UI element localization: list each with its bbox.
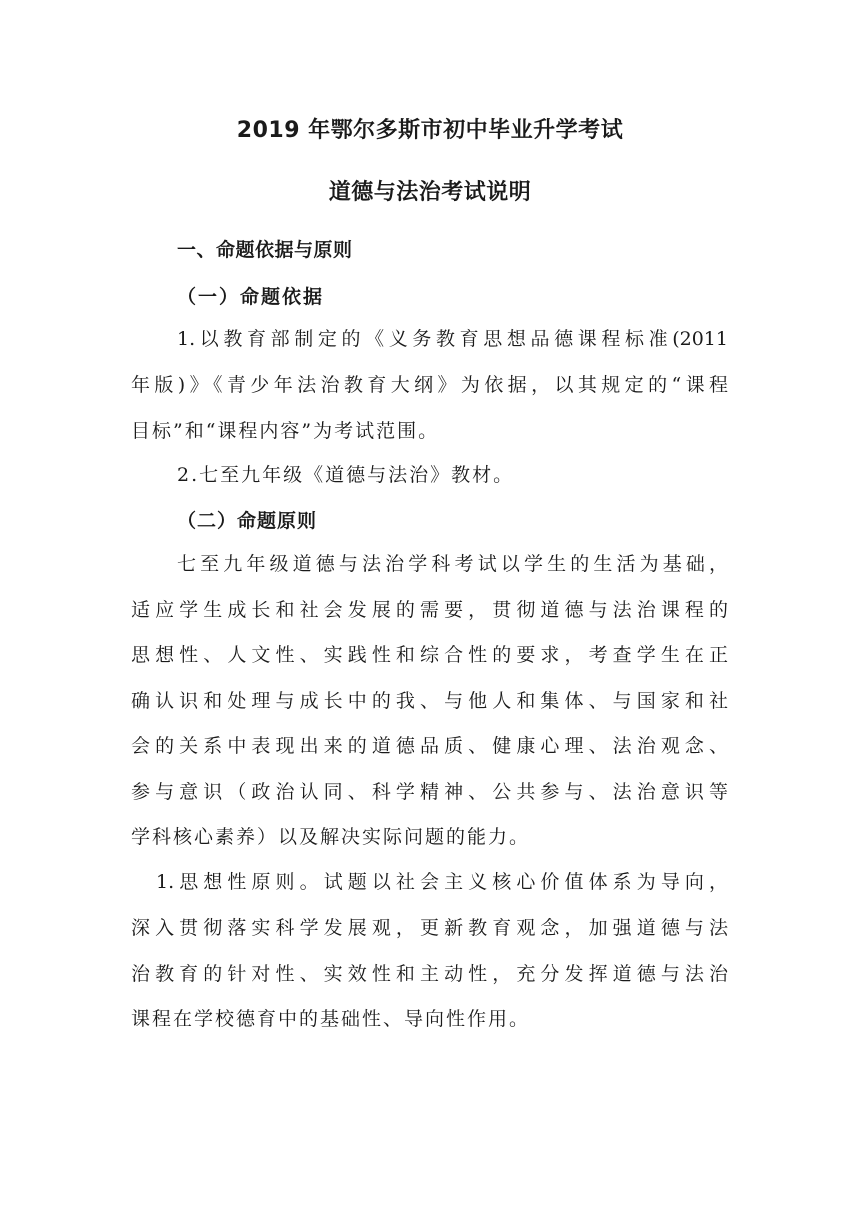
basis-item-1-line-2: 年版)》《青少年法治教育大纲》为依据，以其规定的“课程 bbox=[131, 374, 728, 396]
principle-1-line-3: 治教育的针对性、实效性和主动性，充分发挥道德与法治 bbox=[131, 963, 728, 985]
principle-1-line-2: 深入贯彻落实科学发展观，更新教育观念，加强道德与法 bbox=[131, 917, 728, 939]
basis-item-2: 2.七至九年级《道德与法治》教材。 bbox=[177, 464, 515, 486]
principle-1-line-1: 1.思想性原则。试题以社会主义核心价值体系为导向， bbox=[156, 871, 728, 893]
document-title-line-2: 道德与法治考试说明 bbox=[328, 180, 532, 205]
principles-paragraph-line-6: 参与意识（政治认同、科学精神、公共参与、法治意识等 bbox=[131, 781, 728, 803]
principles-paragraph-line-5: 会的关系中表现出来的道德品质、健康心理、法治观念、 bbox=[131, 735, 728, 757]
principles-paragraph-line-7: 学科核心素养）以及解决实际问题的能力。 bbox=[131, 826, 531, 848]
principles-paragraph-line-1: 七至九年级道德与法治学科考试以学生的生活为基础， bbox=[177, 553, 728, 575]
principles-paragraph-line-3: 思想性、人文性、实践性和综合性的要求，考查学生在正 bbox=[131, 644, 728, 666]
subsection-heading-basis: （一）命题依据 bbox=[177, 286, 325, 308]
basis-item-1-line-3: 目标”和“课程内容”为考试范围。 bbox=[131, 420, 440, 442]
principles-paragraph-line-4: 确认识和处理与成长中的我、与他人和集体、与国家和社 bbox=[131, 690, 728, 712]
basis-item-1-line-1: 1.以教育部制定的《义务教育思想品德课程标准(2011 bbox=[177, 328, 728, 350]
principle-1-line-4: 课程在学校德育中的基础性、导向性作用。 bbox=[131, 1008, 531, 1030]
principles-paragraph-line-2: 适应学生成长和社会发展的需要，贯彻道德与法治课程的 bbox=[131, 599, 728, 621]
section-heading: 一、命题依据与原则 bbox=[177, 239, 353, 261]
document-title-line-1: 2019 年鄂尔多斯市初中毕业升学考试 bbox=[236, 118, 624, 143]
subsection-heading-principles: （二）命题原则 bbox=[177, 510, 318, 532]
